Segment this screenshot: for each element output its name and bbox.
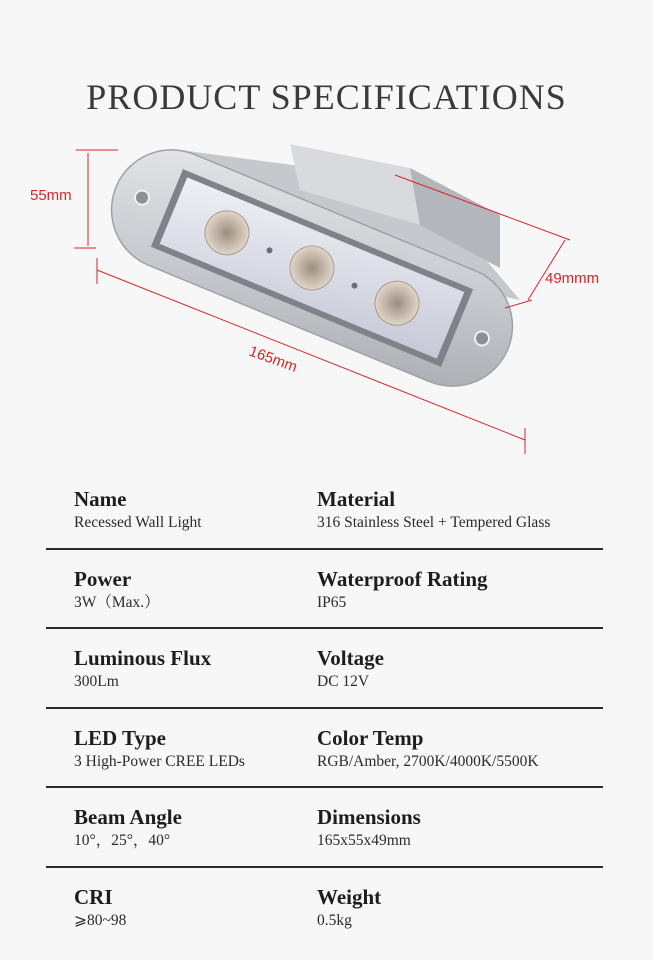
spec-row (46, 709, 603, 789)
spec-label: Weight (317, 884, 382, 909)
spec-label: Color Temp (317, 725, 424, 750)
length-dimension: 165mm (246, 342, 300, 376)
spec-label: Power (74, 566, 132, 591)
spec-value: RGB/Amber, 2700K/4000K/5500K (317, 752, 539, 770)
product-image (0, 120, 653, 480)
spec-label: Beam Angle (74, 805, 182, 829)
spec-row (46, 629, 603, 709)
spec-row (46, 788, 603, 868)
spec-cell (317, 645, 607, 693)
spec-value: Recessed Wall Light (74, 514, 202, 531)
spec-value: ⩾80~98 (74, 911, 127, 929)
spec-label: Dimensions (317, 805, 421, 829)
spec-value: 3W（Max.） (74, 593, 160, 611)
spec-cell (74, 645, 304, 693)
spec-value: 10°，25°，40° (74, 832, 171, 849)
spec-label: CRI (74, 884, 113, 909)
spec-cell (74, 804, 304, 852)
spec-value: 3 High-Power CREE LEDs (74, 752, 245, 770)
spec-value: 316 Stainless Steel + Tempered Glass (317, 514, 551, 531)
spec-row (46, 868, 603, 946)
spec-cell (74, 566, 304, 614)
spec-row (46, 550, 603, 630)
page-title: PRODUCT SPECIFICATIONS (86, 77, 567, 118)
spec-value: 0.5kg (317, 911, 352, 929)
spec-value: DC 12V (317, 673, 370, 690)
spec-label: Voltage (317, 646, 384, 670)
spec-cell (74, 486, 304, 534)
spec-label: Waterproof Rating (317, 566, 488, 591)
spec-cell (74, 884, 304, 932)
spec-label: Luminous Flux (74, 646, 212, 670)
spec-label: Name (74, 487, 127, 511)
spec-cell (317, 884, 607, 932)
spec-label: Material (317, 487, 396, 511)
spec-cell (317, 566, 607, 614)
depth-dimension: 49mmm (545, 270, 600, 287)
spec-cell (317, 804, 607, 852)
spec-table (46, 470, 603, 945)
spec-cell (74, 725, 304, 773)
spec-cell (317, 725, 607, 773)
spec-value: 300Lm (74, 673, 119, 690)
spec-value: 165x55x49mm (317, 832, 411, 849)
spec-value: IP65 (317, 593, 347, 611)
spec-row (46, 470, 603, 550)
spec-label: LED Type (74, 725, 166, 750)
spec-cell (317, 486, 607, 534)
height-dimension: 55mm (30, 187, 72, 204)
